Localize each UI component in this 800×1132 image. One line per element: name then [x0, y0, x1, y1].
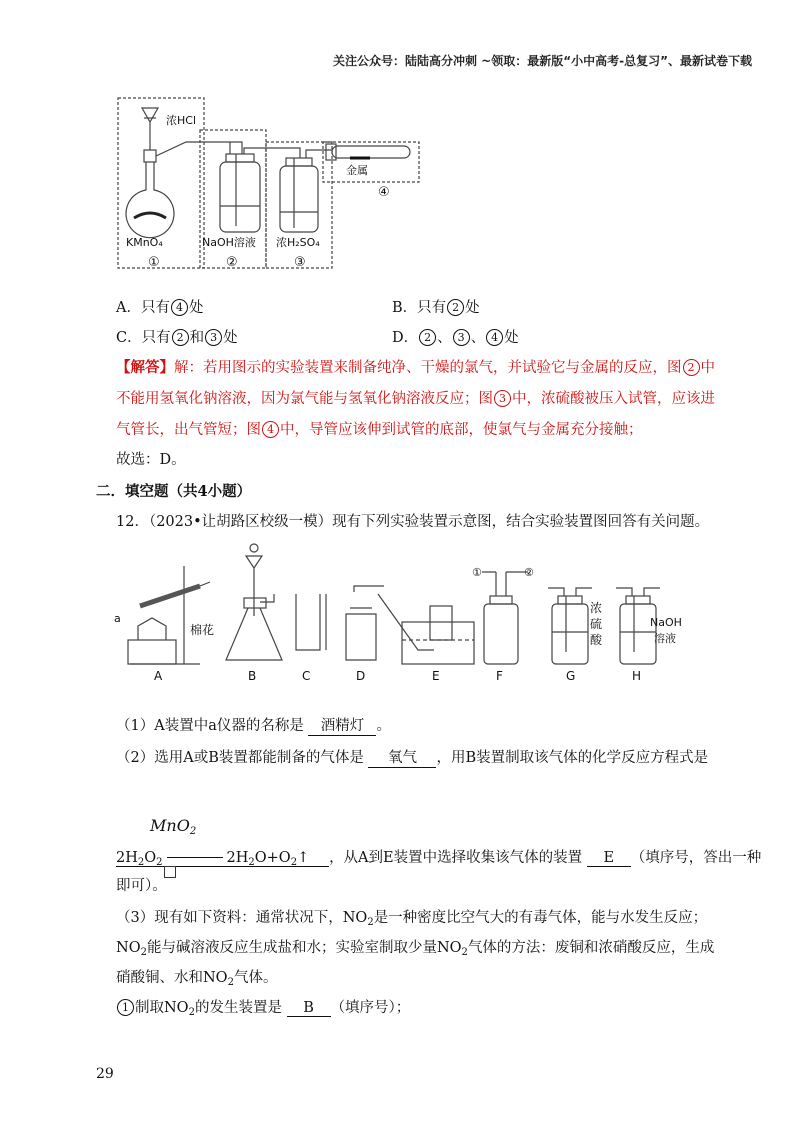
answer-line-3: 气管长，出气管短；图 4 中，导管应该伸到试管的底部，使氯气与金属充分接触；: [116, 422, 643, 438]
kmno4-label: KMnO₄: [126, 236, 163, 249]
naoh-label: NaOH溶液: [202, 236, 256, 249]
q12-part-3-line-2: $NO_2$能与碱溶液反应生成盐和水；实验室制取少量$NO_2$气体的方法：废铜和浓硝酸反应，生成: [116, 940, 715, 958]
g-label-1: 浓: [590, 601, 603, 615]
letter-d: D: [356, 669, 366, 683]
h2so4-label: 浓H₂SO₄: [276, 236, 320, 249]
answer-blank-3: E: [587, 850, 631, 867]
f-port-1: ①: [472, 566, 482, 579]
equation-catalyst: MnO$_2$: [150, 816, 197, 837]
letter-e: E: [432, 669, 440, 683]
cotton-label: 棉花: [190, 623, 215, 637]
page-header: 关注公众号：陆陆高分冲刺 ~领取：最新版“小中高考-总复习”、最新试卷下载: [333, 54, 752, 68]
h-label-2: 溶液: [654, 632, 676, 645]
device-3-number: ③: [294, 255, 306, 270]
section-title: 二．填空题（共4小题）: [96, 483, 252, 500]
answer-blank-2: 氧气: [368, 746, 436, 768]
answer-line-4: 故选：D。: [116, 452, 186, 468]
q12-part-3-line-1: （3）现有如下资料：通常状况下，$NO_2$是一种密度比空气大的有毒气体，能与水发生反应；: [116, 910, 708, 928]
q12-part-3-question: 1 制取$NO_2$的发生装置是 B （填序号）；: [116, 996, 410, 1018]
letter-a: A: [154, 669, 163, 683]
device-1-number: ①: [148, 255, 160, 270]
letter-f: F: [496, 669, 503, 683]
answer-line-1: 【解答】解：若用图示的实验装置来制备纯净、干燥的氯气，并试验它与金属的反应，图 2 中: [116, 359, 715, 376]
question-12-stem: 12．（2023•让胡路区校级一模）现有下列实验装置示意图，结合实验装置图回答有关问题。: [116, 514, 710, 530]
hcl-label: 浓HCl: [166, 114, 197, 127]
letter-b: B: [248, 669, 257, 683]
option-a: A．只有 4 处: [116, 300, 204, 316]
letter-c: C: [302, 669, 311, 683]
g-label-3: 酸: [590, 633, 603, 647]
option-c: C．只有 2 和 3 处: [116, 330, 238, 346]
q12-part-2-end: 即可）。: [116, 878, 167, 894]
option-b: B．只有 2 处: [392, 300, 480, 316]
a-label: a: [114, 612, 121, 625]
answer-blank-4: B: [287, 1000, 331, 1017]
q12-part-2: （2）选用A或B装置都能制备的气体是 氧气 ，用B装置制取该气体的化学反应方程式是: [116, 746, 708, 768]
apparatus-figure-2: [110, 536, 710, 686]
device-4-number: ④: [378, 185, 390, 200]
answer-blank-1: 酒精灯: [308, 714, 376, 736]
q12-part-1: （1）A装置中a仪器的名称是 酒精灯 。: [116, 714, 391, 736]
option-d: D． 2 、 3 、 4 处: [392, 330, 519, 346]
apparatus-figure-1: [110, 94, 430, 274]
g-label-2: 硫: [590, 617, 603, 631]
q12-part-3-line-3: 硝酸铜、水和$NO_2$气体。: [116, 970, 278, 988]
f-port-2: ②: [524, 566, 534, 579]
letter-g: G: [566, 669, 576, 683]
equation-line: $2H_2O_2$ $2H_2O+O_2↑$ ，从A到E装置中选择收集该气体的装置 E （填序号，答出一种: [116, 850, 762, 868]
h-label-1: NaOH: [650, 616, 682, 629]
device-2-number: ②: [226, 255, 238, 270]
metal-label: 金属: [346, 164, 368, 177]
answer-line-2: 不能用氢氧化钠溶液，因为氯气能与氢氧化钠溶液反应；图 3 中，浓硫酸被压入试管，应该进: [116, 391, 715, 407]
letter-h: H: [632, 669, 642, 683]
page-number: 29: [96, 1066, 114, 1082]
